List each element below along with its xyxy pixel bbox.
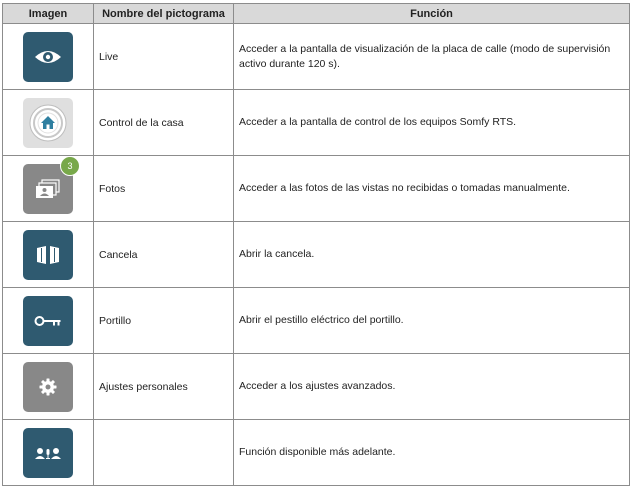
intercom-users-icon [23,428,73,478]
table-row [3,156,630,222]
pictogram-function: Acceder a la pantalla de visualización de la placa de calle (modo de supervisión activo durante 120 s). [234,24,630,90]
image-cell [3,354,94,420]
home-icon [23,98,73,148]
key-icon [23,296,73,346]
pictogram-name: Portillo [94,288,234,354]
image-cell [3,222,94,288]
image-cell [3,24,94,90]
pictogram-name: Live [94,24,234,90]
table-row [3,222,630,288]
photos-icon [23,160,73,214]
notification-badge: 3 [60,156,80,176]
table-row [3,288,630,354]
pictogram-function: Acceder a los ajustes avanzados. [234,354,630,420]
image-cell [3,288,94,354]
header-image: Imagen [3,4,94,24]
gear-icon [23,362,73,412]
pictogram-name: Ajustes personales [94,354,234,420]
header-function: Función [234,4,630,24]
pictogram-function: Abrir el pestillo eléctrico del portillo. [234,288,630,354]
pictogram-table [2,3,630,486]
header-pictogram-name: Nombre del pictograma [94,4,234,24]
table-row [3,90,630,156]
pictogram-table-container [2,3,630,486]
table-row [3,24,630,90]
pictogram-function: Acceder a las fotos de las vistas no recibidas o tomadas manualmente. [234,156,630,222]
image-cell [3,420,94,486]
table-header-row [3,4,630,24]
eye-icon [23,32,73,82]
pictogram-function: Función disponible más adelante. [234,420,630,486]
image-cell [3,90,94,156]
pictogram-name: Cancela [94,222,234,288]
pictogram-name: Fotos [94,156,234,222]
image-cell [3,156,94,222]
pictogram-function: Abrir la cancela. [234,222,630,288]
table-row [3,420,630,486]
pictogram-name [94,420,234,486]
pictogram-name: Control de la casa [94,90,234,156]
table-row [3,354,630,420]
pictogram-function: Acceder a la pantalla de control de los equipos Somfy RTS. [234,90,630,156]
gate-icon [23,230,73,280]
